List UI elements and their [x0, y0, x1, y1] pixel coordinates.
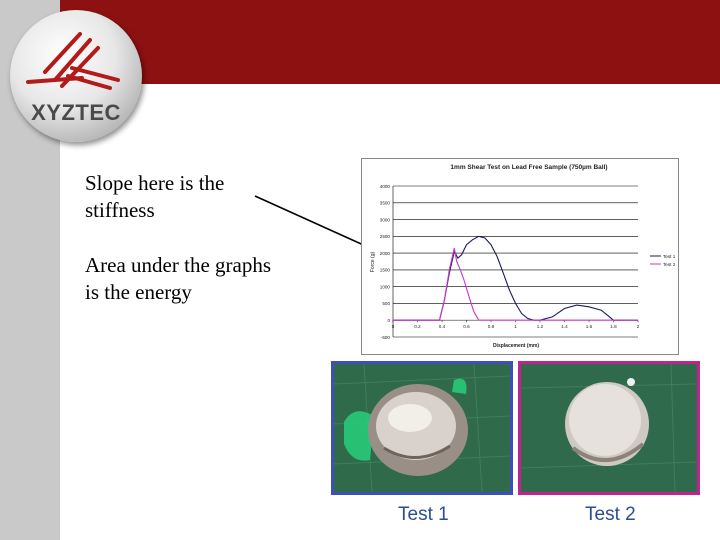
- chart-y-tick-label: 1500: [379, 267, 390, 273]
- chart-x-tick-label: 2: [636, 324, 640, 330]
- chart-x-tick-label: 0.2: [414, 324, 421, 330]
- chart-y-tick-label: 4000: [379, 183, 390, 189]
- chart-x-tick-label: 0.6: [463, 324, 470, 330]
- chart-y-tick-label: 3500: [379, 200, 390, 206]
- chart-x-tick-label: 1: [514, 324, 517, 330]
- legend-label: Test 1: [663, 253, 676, 259]
- chart-y-tick-label: 0: [387, 318, 390, 324]
- test2-photo: [518, 361, 700, 495]
- test1-photo: [331, 361, 513, 495]
- test1-ball-image: [334, 364, 510, 492]
- chart-y-tick-label: 3000: [379, 217, 390, 223]
- chart-y-tick-label: -500: [380, 334, 390, 340]
- chart-title: 1mm Shear Test on Lead Free Sample (750µm Ball): [450, 164, 608, 171]
- chart-x-tick-label: 1.2: [536, 324, 544, 330]
- chart-y-tick-label: 500: [382, 301, 390, 307]
- test2-caption: Test 2: [585, 504, 636, 525]
- shear-test-chart: [361, 158, 679, 355]
- stiffness-text: Slope here is the stiffness: [85, 171, 225, 222]
- test2-ball-image: [521, 364, 697, 492]
- chart-frame: [362, 159, 679, 355]
- logo-text: XYZTEC: [31, 100, 121, 125]
- energy-text: Area under the graphs is the energy: [85, 253, 272, 304]
- chart-y-label: Force (g): [370, 251, 376, 273]
- chart-x-tick-label: 0: [391, 324, 395, 330]
- chart-y-tick-label: 2000: [379, 250, 390, 256]
- chart-x-tick-label: 0.4: [438, 324, 446, 330]
- chart-y-tick-label: 1000: [379, 284, 390, 290]
- chart-x-tick-label: 1.8: [610, 324, 617, 330]
- chart-x-label: Displacement (mm): [492, 343, 540, 349]
- chart-x-tick-label: 0.8: [487, 324, 495, 330]
- chart-y-tick-label: 2500: [379, 234, 390, 240]
- legend-label: Test 2: [663, 261, 676, 267]
- chart-x-tick-label: 1.6: [585, 324, 593, 330]
- test1-caption: Test 1: [398, 504, 449, 525]
- chart-x-tick-label: 1.4: [561, 324, 568, 330]
